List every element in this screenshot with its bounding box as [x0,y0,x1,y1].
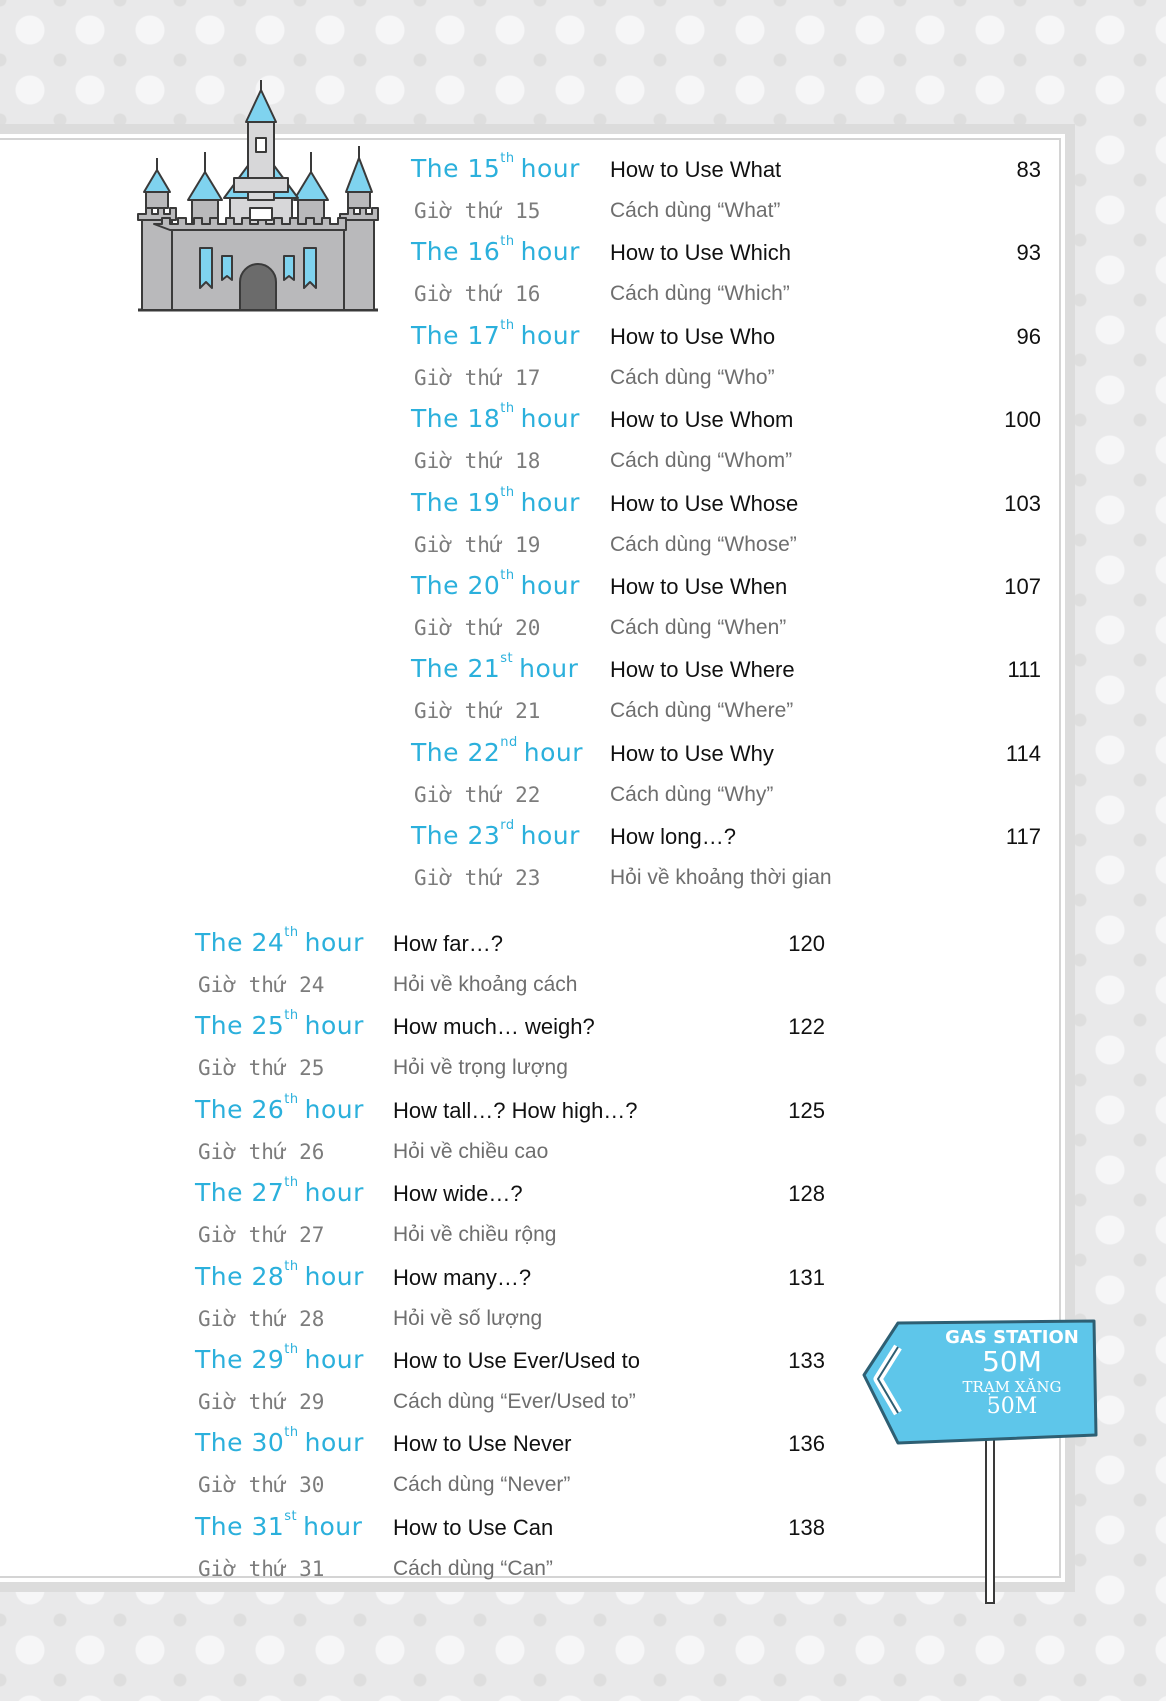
hour-vietnamese-label: Giờ thứ 27 [198,1223,325,1248]
hour-ordinal-suffix: th [500,317,515,333]
hour-word: hour [304,1261,364,1291]
page-number[interactable]: 103 [1004,490,1041,516]
hour-label [195,1091,364,1124]
hour-label [411,651,579,684]
entry-subtitle: Cách dùng “Whom” [610,449,793,473]
hour-label [411,317,580,350]
hour-vietnamese-label: Giờ thứ 25 [198,1056,325,1081]
entry-subtitle: Hỏi về khoảng cách [393,973,578,996]
hour-label [195,925,364,957]
hour-word: hour [520,320,580,350]
page-number[interactable]: 136 [788,1431,825,1457]
entry-title[interactable]: How to Use Where [610,657,795,683]
hour-label [411,818,580,851]
hour-ordinal-suffix: th [284,1091,299,1107]
page-number[interactable]: 114 [1005,740,1041,766]
entry-title[interactable]: How to Use Never [393,1431,572,1457]
page-number[interactable]: 133 [788,1348,825,1373]
hour-vietnamese-label: Giờ thứ 26 [198,1139,325,1164]
page-number[interactable]: 128 [788,1181,825,1207]
hour-label [195,1342,364,1374]
hour-ordinal-suffix: th [500,234,515,250]
entry-title[interactable]: How to Use Whose [610,490,799,516]
entry-subtitle: Hỏi về số lượng [393,1306,543,1330]
hour-word: hour [520,237,580,267]
page-number[interactable]: 107 [1004,574,1041,599]
hour-ordinal-suffix: th [284,1342,299,1357]
hour-label [411,568,580,600]
page-number[interactable]: 93 [1016,240,1041,266]
sign-en-line1: GAS STATION [945,1327,1079,1348]
hour-vietnamese-label: Giờ thứ 29 [198,1390,325,1414]
hour-word: hour [304,1345,364,1374]
hour-label [411,151,580,183]
hour-prefix: The 31 [195,1511,285,1541]
entry-subtitle: Hỏi về khoảng thời gian [610,866,832,890]
hour-vietnamese-label: Giờ thứ 28 [198,1306,325,1331]
sign-text-en [932,1327,1092,1418]
hour-vietnamese-label: Giờ thứ 21 [414,699,541,724]
page-number[interactable]: 125 [788,1097,825,1123]
entry-subtitle: Cách dùng “Never” [393,1473,571,1497]
hour-vietnamese-label: Giờ thứ 30 [198,1473,325,1498]
hour-prefix: The 22 [411,737,501,767]
hour-label [411,401,580,434]
hour-word: hour [303,1511,363,1541]
entry-subtitle: Cách dùng “Who” [610,365,775,389]
entry-subtitle: Hỏi về chiều rộng [393,1223,557,1247]
entry-subtitle: Hỏi về chiều cao [393,1139,549,1163]
hour-word: hour [520,154,580,183]
hour-word: hour [304,928,364,957]
page-number[interactable]: 117 [1005,824,1041,850]
hour-word: hour [520,571,580,600]
page-number[interactable]: 96 [1016,323,1041,349]
entry-title[interactable]: How to Use Ever/Used to [393,1348,640,1373]
hour-vietnamese-label: Giờ thứ 18 [414,449,541,474]
hour-label [195,1258,364,1291]
hour-word: hour [519,654,579,684]
page-number[interactable]: 138 [788,1514,825,1540]
hour-prefix: The 28 [195,1261,285,1291]
entry-subtitle: Cách dùng “When” [610,616,787,639]
hour-prefix: The 17 [411,320,501,350]
entry-title[interactable]: How to Use Can [393,1514,554,1540]
entry-subtitle: Cách dùng “What” [610,199,781,222]
hour-ordinal-suffix: th [500,484,515,500]
hour-word: hour [520,487,580,517]
entry-title[interactable]: How tall…? How high…? [393,1097,638,1123]
hour-label [195,1425,364,1458]
hour-vietnamese-label: Giờ thứ 16 [414,282,541,307]
hour-prefix: The 23 [411,821,501,851]
entry-title[interactable]: How to Use Whom [610,407,794,433]
entry-title[interactable]: How to Use What [610,157,782,182]
hour-prefix: The 18 [411,404,501,434]
hour-label [411,234,580,267]
hour-word: hour [304,1011,364,1041]
hour-word: hour [520,821,580,851]
entry-subtitle: Cách dùng “Can” [393,1556,553,1580]
gas-station-sign [858,1313,1100,1613]
hour-prefix: The 25 [195,1011,285,1041]
hour-ordinal-suffix: th [500,401,515,417]
entry-subtitle: Cách dùng “Where” [610,699,794,723]
page-number[interactable]: 100 [1004,407,1041,433]
hour-vietnamese-label: Giờ thứ 31 [198,1556,325,1581]
hour-ordinal-suffix: rd [500,818,515,834]
hour-ordinal-suffix: st [500,651,514,667]
entry-title[interactable]: How to Use Which [610,240,791,266]
hour-label [195,1175,364,1208]
entry-title[interactable]: How far…? [393,931,504,956]
hour-ordinal-suffix: th [500,151,515,166]
sign-vi-line2: 50M [986,1394,1038,1419]
entry-subtitle: Cách dùng “Why” [610,782,774,806]
page-number[interactable]: 120 [788,931,825,956]
hour-prefix: The 15 [411,154,501,183]
entry-title[interactable]: How wide…? [393,1181,523,1207]
sign-en-line2: 50M [982,1345,1042,1378]
entry-subtitle: Cách dùng “Ever/Used to” [393,1390,636,1413]
entry-subtitle: Hỏi về trọng lượng [393,1056,568,1080]
hour-vietnamese-label: Giờ thứ 24 [198,973,325,997]
hour-vietnamese-label: Giờ thứ 23 [414,866,541,891]
hour-prefix: The 30 [195,1428,285,1458]
hour-ordinal-suffix: nd [500,734,518,750]
hour-label [411,484,580,517]
entry-title[interactable]: How much… weigh? [393,1014,595,1040]
hour-word: hour [523,737,584,767]
hour-label [195,1508,363,1541]
hour-ordinal-suffix: th [284,925,299,940]
hour-label [195,1008,364,1041]
hour-word: hour [304,1094,364,1124]
hour-prefix: The 27 [195,1178,285,1208]
hour-ordinal-suffix: th [284,1008,299,1024]
hour-ordinal-suffix: st [284,1508,298,1524]
hour-prefix: The 20 [411,571,501,600]
entry-title[interactable]: How long…? [610,824,736,850]
hour-ordinal-suffix: th [284,1425,299,1441]
hour-vietnamese-label: Giờ thứ 17 [414,365,541,390]
hour-vietnamese-label: Giờ thứ 22 [414,782,541,807]
hour-prefix: The 29 [195,1345,285,1374]
hour-prefix: The 26 [195,1094,285,1124]
entry-title[interactable]: How to Use Why [610,740,774,766]
hour-prefix: The 21 [411,654,501,684]
hour-vietnamese-label: Giờ thứ 20 [414,616,541,640]
sign-vi-line1: TRẠM XĂNG [962,1378,1062,1396]
hour-ordinal-suffix: th [500,568,515,583]
entry-title[interactable]: How to Use When [610,574,788,599]
hour-prefix: The 19 [411,487,501,517]
entry-title[interactable]: How to Use Who [610,323,776,349]
castle-icon [134,80,382,316]
entry-title[interactable]: How many…? [393,1264,532,1290]
hour-vietnamese-label: Giờ thứ 15 [414,199,541,223]
page-number[interactable]: 83 [1016,157,1041,182]
page-number[interactable]: 111 [1007,657,1041,683]
page-number[interactable]: 122 [788,1014,825,1040]
hour-ordinal-suffix: th [284,1175,299,1191]
hour-word: hour [304,1178,364,1208]
hour-word: hour [520,404,580,434]
hour-prefix: The 24 [195,928,285,957]
hour-ordinal-suffix: th [284,1258,299,1274]
entry-subtitle: Cách dùng “Whose” [610,532,797,556]
hour-label [411,734,584,767]
hour-word: hour [304,1428,364,1458]
hour-prefix: The 16 [411,237,501,267]
page-number[interactable]: 131 [788,1264,825,1290]
hour-vietnamese-label: Giờ thứ 19 [414,532,541,557]
entry-subtitle: Cách dùng “Which” [610,282,790,306]
